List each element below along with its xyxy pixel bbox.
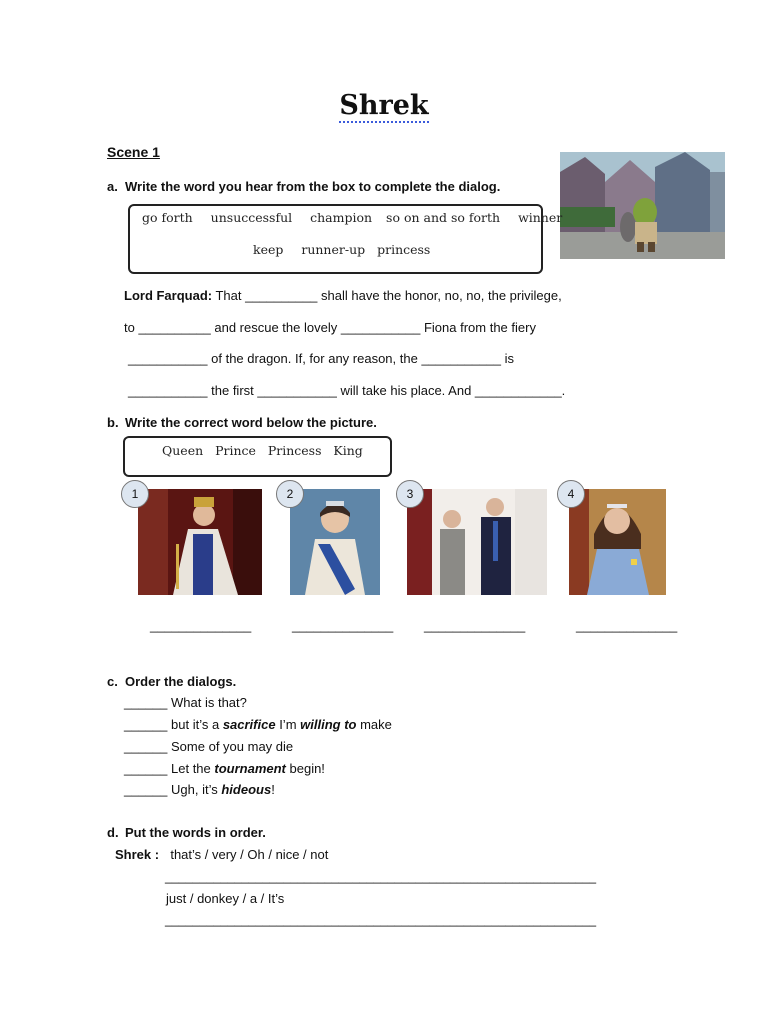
picture-4-princess [569,489,666,595]
dialog-line-4: ___________ the first ___________ will take his place. And ____________. [128,383,566,398]
picture-number-3: 3 [396,480,424,508]
word-box-a-row1 [142,210,562,225]
order-item-5: ______ Ugh, it’s hideous! [124,782,275,797]
order-item-4: ______ Let the tournament begin! [124,761,325,776]
word-princess: princess [377,242,431,257]
section-c-heading: c. Order the dialogs. [107,674,237,689]
answer-blank-1[interactable]: ______________ [150,618,252,633]
word-keep: keep [253,242,284,257]
section-a-heading: a. Write the word you hear from the box to complete the dialog. [107,179,501,194]
order-blank[interactable]: ______ [124,695,168,710]
picture-3-prince [407,489,547,595]
dialog-line-1: Lord Farquad: That __________ shall have the honor, no, no, the privilege, [124,288,562,303]
order-blank[interactable]: ______ [124,717,168,732]
answer-blank-3[interactable]: ______________ [424,618,526,633]
word-winner: winner [518,210,563,225]
answer-blank-4[interactable]: ______________ [576,618,678,633]
answer-line-2[interactable]: ______________________________________________________________ [165,913,597,927]
shrek-donkey-photo [560,152,725,259]
word-champion: champion [310,210,373,225]
picture-number-4: 4 [557,480,585,508]
answer-line-1[interactable]: ______________________________________________________________ [165,870,597,884]
words-prompt-2: just / donkey / a / It’s [166,891,285,906]
order-blank[interactable]: ______ [124,739,168,754]
dialog-line-3: ___________ of the dragon. If, for any reason, the ___________ is [128,351,514,366]
picture-number-2: 2 [276,480,304,508]
word-unsuccessful: unsuccessful [210,210,293,225]
speaker-shrek: Shrek : [115,847,160,862]
dialog-line-2: to __________ and rescue the lovely ___________ Fiona from the fiery [124,320,536,335]
picture-2-queen [290,489,380,595]
speaker-lord-farquad: Lord Farquad: [124,288,213,303]
word-runner-up: runner-up [301,242,366,257]
word-box-b-text: Queen Prince Princess King [162,443,363,458]
order-blank[interactable]: ______ [124,761,168,776]
order-item-3: ______ Some of you may die [124,739,294,754]
page-title: Shrek [339,90,429,121]
order-blank[interactable]: ______ [124,782,168,797]
word-go-forth: go forth [142,210,193,225]
words-prompt-1: Shrek : that’s / very / Oh / nice / not [115,847,329,862]
order-item-2: ______ but it’s a sacrifice I’m willing to make [124,717,392,732]
scene-heading: Scene 1 [107,144,160,160]
picture-number-1: 1 [121,480,149,508]
section-d-heading: d. Put the words in order. [107,825,266,840]
word-box-a-row2 [253,242,430,257]
answer-blank-2[interactable]: ______________ [292,618,394,633]
order-item-1: ______ What is that? [124,695,247,710]
word-so-on-and-so-forth: so on and so forth [386,210,501,225]
picture-1-king [138,489,262,595]
section-b-heading: b. Write the correct word below the picture. [107,415,377,430]
